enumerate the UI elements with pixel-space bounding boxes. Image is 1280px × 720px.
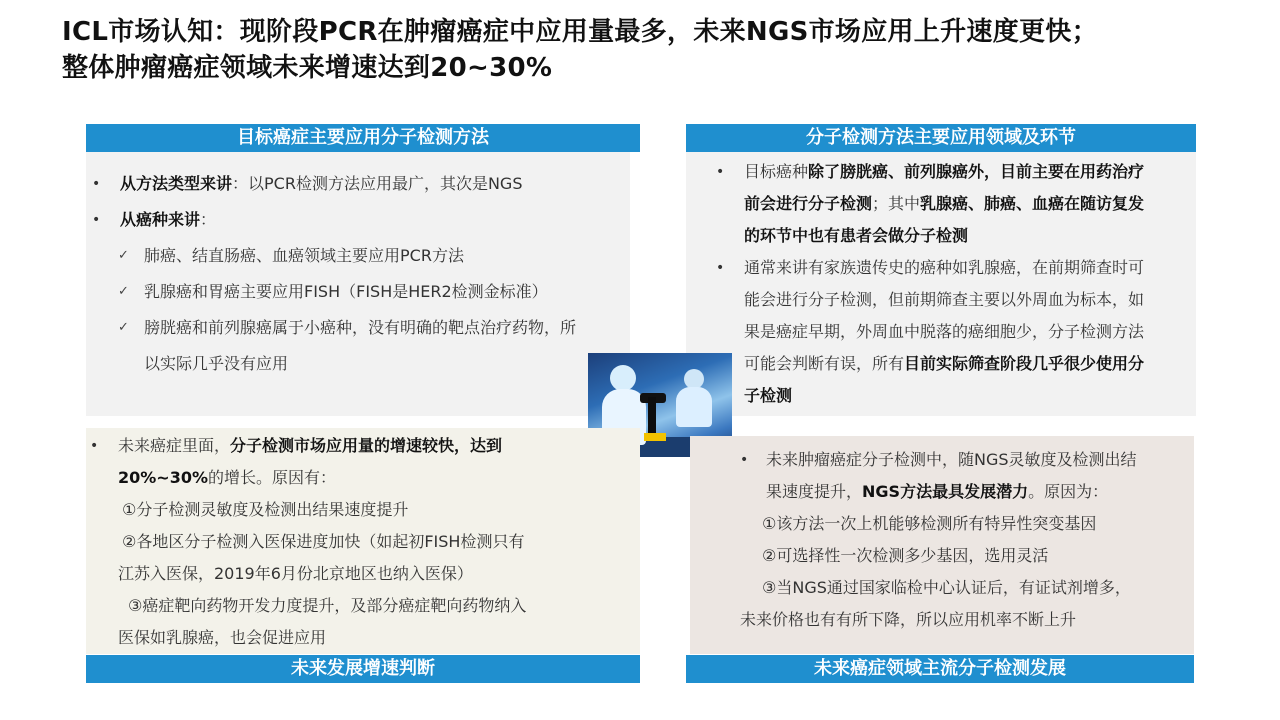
panel-future (690, 436, 1194, 654)
growth-line-3: ①分子检测灵敏度及检测出结果速度提升 (122, 500, 409, 519)
growth-line-5: 江苏入医保，2019年6月份北京地区也纳入医保） (118, 564, 473, 583)
bullet-icon: • (90, 438, 99, 454)
text: 的增长。原因有： (208, 468, 337, 487)
panel-footer-future: 未来癌症领域主流分子检测发展 (686, 655, 1194, 683)
bullet-icon: • (716, 164, 725, 180)
bold-text: 分子检测市场应用量的增速较快，达到 (230, 436, 503, 455)
panel-footer-growth: 未来发展增速判断 (86, 655, 640, 683)
application-para-1 (716, 156, 1144, 188)
application-para-1-l2 (744, 188, 1144, 220)
bullet-icon: • (740, 452, 749, 468)
future-line-6: 未来价格也有有所下降，所以应用机率不断上升 (740, 610, 1077, 629)
future-line-5: ③当NGS通过国家临检中心认证后，有证试剂增多， (762, 578, 1131, 597)
text: 未来肿瘤癌症分子检测中，随NGS灵敏度及检测出结 (766, 450, 1137, 469)
bold-text: NGS方法最具发展潜力 (862, 482, 1029, 501)
photo-head-1 (610, 365, 636, 391)
text: ： (200, 210, 217, 229)
text: 肺癌、结直肠癌、血癌领域主要应用PCR方法 (144, 246, 464, 265)
text: 膀胱癌和前列腺癌属于小癌种，没有明确的靶点治疗药物，所 (144, 318, 577, 337)
title-line-2: 整体肿瘤癌症领域未来增速达到20~30% (62, 53, 553, 83)
panel-header-application: 分子检测方法主要应用领域及环节 (686, 124, 1196, 152)
bold-text: 子检测 (744, 386, 793, 405)
bold-text: 乳腺癌、肺癌、血癌在随访复发 (920, 194, 1145, 213)
methods-check-3-cont: 以实际几乎没有应用 (144, 354, 289, 373)
text: 未来癌症里面， (118, 436, 231, 455)
future-line-2 (766, 476, 1108, 508)
panel-growth (86, 428, 640, 654)
text: ：以PCR检测方法应用最广，其次是NGS (232, 174, 523, 193)
bullet-icon: • (716, 260, 725, 276)
growth-line-6: ③癌症靶向药物开发力度提升，及部分癌症靶向药物纳入 (128, 596, 527, 615)
methods-check-2 (118, 276, 548, 308)
methods-bullet-2 (92, 204, 216, 236)
growth-line-2 (118, 462, 336, 494)
text: 乳腺癌和胃癌主要应用FISH（FISH是HER2检测金标准） (144, 282, 548, 301)
bold-text: 从方法类型来讲 (120, 174, 233, 193)
future-line-4: ②可选择性一次检测多少基因，选用灵活 (762, 546, 1049, 565)
panel-methods (86, 152, 630, 416)
photo-sample (644, 433, 666, 441)
panel-application (686, 152, 1196, 416)
bold-text: 目前实际筛查阶段几乎很少使用分 (904, 354, 1145, 373)
methods-bullet-1 (92, 168, 522, 200)
title-line-1: ICL市场认知：现阶段PCR在肿瘤癌症中应用量最多，未来NGS市场应用上升速度更快； (62, 17, 1098, 47)
bullet-icon: • (92, 212, 101, 228)
growth-line-7: 医保如乳腺癌，也会促进应用 (118, 628, 327, 647)
methods-check-1 (118, 240, 464, 272)
bullet-icon: • (92, 176, 101, 192)
text: 果速度提升， (766, 482, 863, 501)
text: 目标癌种 (744, 162, 809, 181)
growth-line-1 (90, 430, 502, 462)
application-para-1-l3 (744, 220, 968, 252)
check-icon: ✓ (118, 248, 129, 263)
application-para-2-l2: 能会进行分子检测，但前期筛查主要以外周血为标本，如 (744, 290, 1145, 309)
bold-text: 除了膀胱癌、前列腺癌外，目前主要在用药治疗 (808, 162, 1145, 181)
bold-text: 从癌种来讲 (120, 210, 201, 229)
application-para-2 (716, 252, 1144, 284)
check-icon: ✓ (118, 284, 129, 299)
panel-header-methods: 目标癌症主要应用分子检测方法 (86, 124, 640, 152)
text: 。原因为： (1028, 482, 1109, 501)
check-icon: ✓ (118, 320, 129, 335)
bold-text: 的环节中也有患者会做分子检测 (744, 226, 969, 245)
application-para-2-l3: 果是癌症早期，外周血中脱落的癌细胞少，分子检测方法 (744, 322, 1145, 341)
future-line-3: ①该方法一次上机能够检测所有特异性突变基因 (762, 514, 1097, 533)
future-line-1 (740, 444, 1137, 476)
text: 可能会判断有误，所有 (744, 354, 905, 373)
bold-text: 前会进行分子检测 (744, 194, 873, 213)
growth-line-4: ②各地区分子检测入医保进度加快（如起初FISH检测只有 (122, 532, 525, 551)
photo-microscope (648, 397, 656, 437)
application-para-2-l4 (744, 348, 1144, 380)
photo-head-2 (684, 369, 704, 389)
application-para-2-l5 (744, 380, 792, 412)
text: ；其中 (872, 194, 921, 213)
text: 通常来讲有家族遗传史的癌种如乳腺癌，在前期筛查时可 (744, 258, 1145, 277)
page-title (62, 14, 1242, 86)
methods-check-3 (118, 312, 576, 344)
photo-body-2 (676, 387, 712, 427)
bold-text: 20%~30% (118, 468, 208, 487)
